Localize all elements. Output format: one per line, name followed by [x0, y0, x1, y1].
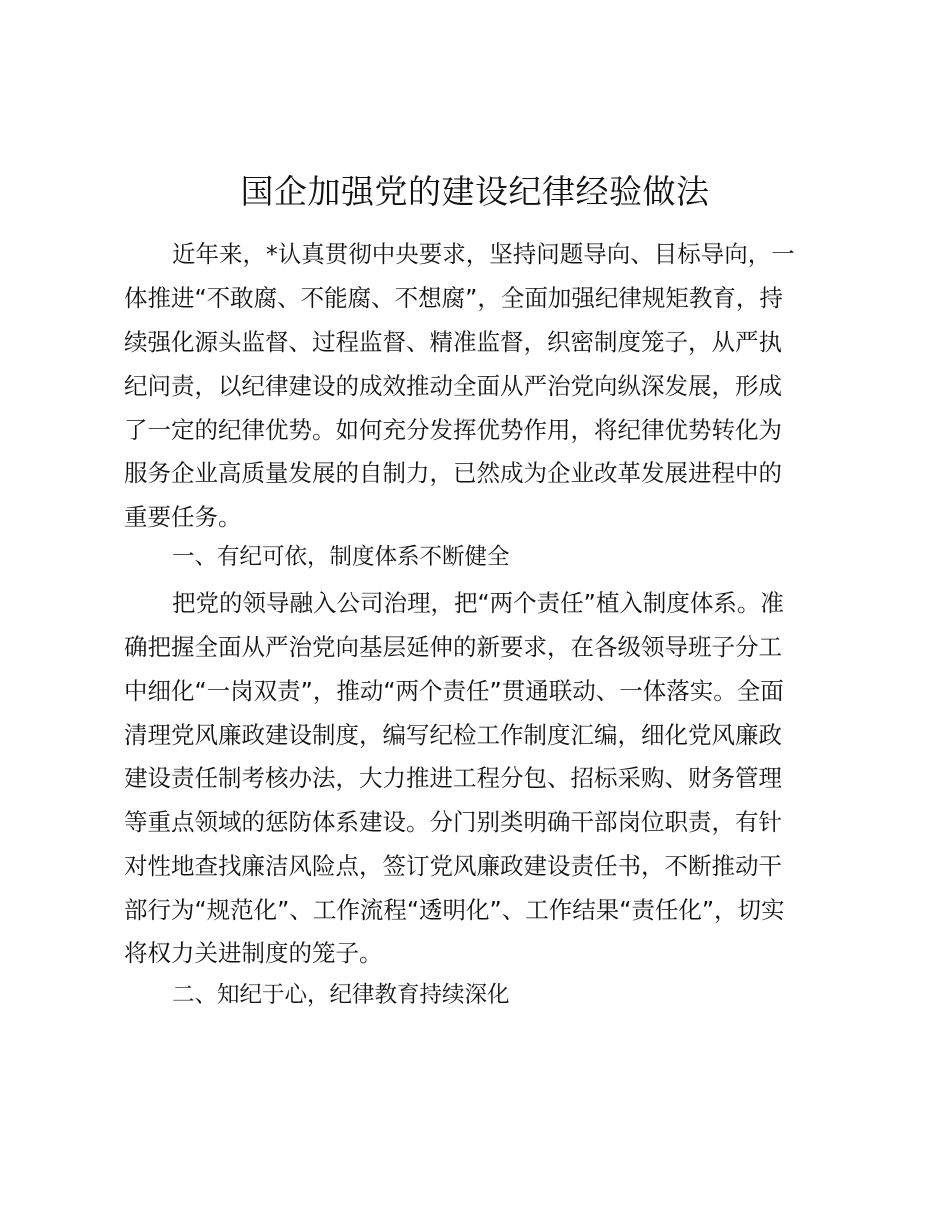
- paragraph-line: 近年来，*认真贯彻中央要求，坚持问题导向、目标导向，一: [172, 240, 795, 268]
- paragraph-line: 体推进“不敢腐、不能腐、不想腐”，全面加强纪律规矩教育，持: [124, 284, 783, 312]
- document-title: 国企加强党的建设纪律经验做法: [240, 172, 710, 211]
- paragraph-line: 确把握全面从严治党向基层延伸的新要求，在各级领导班子分工: [124, 633, 782, 661]
- paragraph-line: 了一定的纪律优势。如何充分发挥优势作用，将纪律优势转化为: [124, 416, 782, 444]
- paragraph-line: 清理党风廉政建设制度，编写纪检工作制度汇编，细化党风廉政: [124, 721, 782, 749]
- paragraph-line: 把党的领导融入公司治理，把“两个责任”植入制度体系。准: [172, 589, 784, 617]
- section-heading-1: 一、有纪可依，制度体系不断健全: [172, 544, 510, 570]
- paragraph-line: 部行为“规范化”、工作流程“透明化”、工作结果“责任化”，切实: [124, 896, 785, 924]
- paragraph-line: 重要任务。: [124, 503, 242, 531]
- paragraph-line: 纪问责，以纪律建设的成效推动全面从严治党向纵深发展，形成: [124, 372, 782, 400]
- paragraph-line: 续强化源头监督、过程监督、精准监督，织密制度笼子，从严执: [124, 328, 782, 356]
- section-heading-2: 二、知纪于心，纪律教育持续深化: [172, 982, 510, 1008]
- paragraph-line: 服务企业高质量发展的自制力，已然成为企业改革发展进程中的: [124, 459, 782, 487]
- paragraph-line: 等重点领域的惩防体系建设。分门别类明确干部岗位职责，有针: [124, 808, 782, 836]
- paragraph-line: 对性地查找廉洁风险点，签订党风廉政建设责任书，不断推动干: [124, 852, 782, 880]
- paragraph-line: 将权力关进制度的笼子。: [124, 939, 383, 967]
- paragraph-line: 建设责任制考核办法，大力推进工程分包、招标采购、财务管理: [124, 764, 782, 792]
- paragraph-line: 中细化“一岗双责”，推动“两个责任”贯通联动、一体落实。全面: [124, 677, 784, 705]
